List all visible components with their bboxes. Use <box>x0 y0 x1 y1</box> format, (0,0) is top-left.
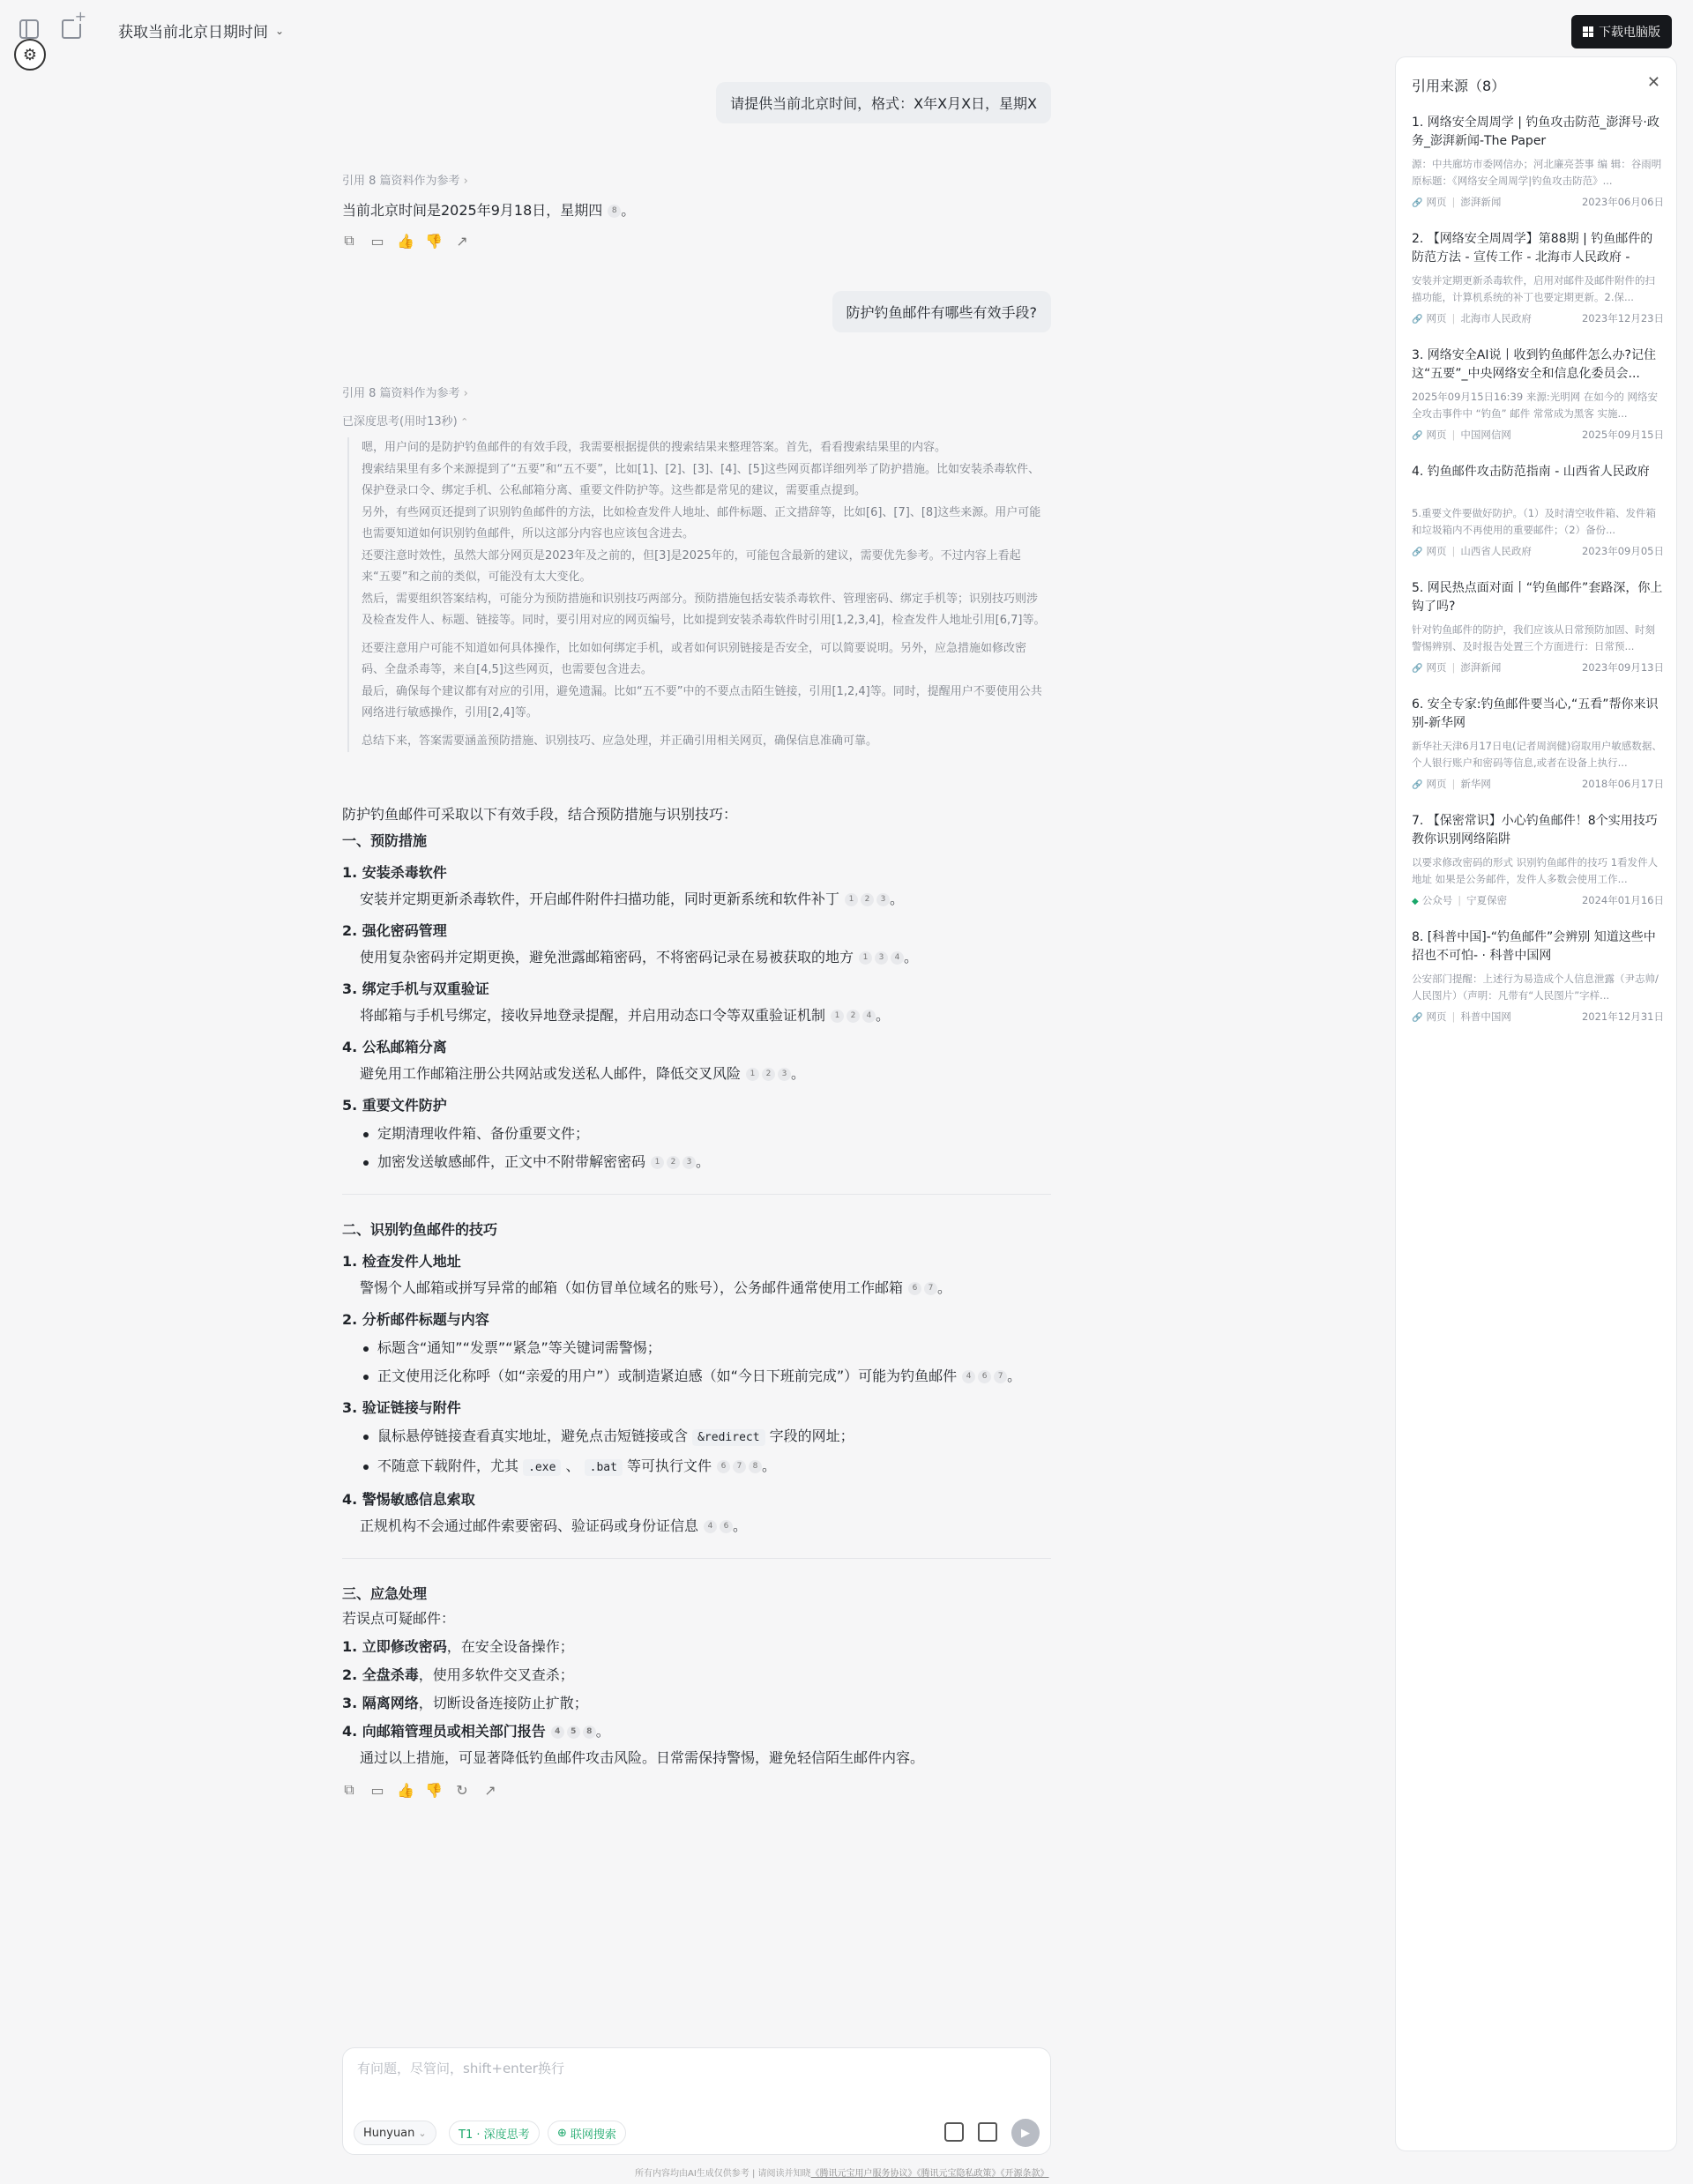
deep-think-toggle[interactable]: T1 · 深度思考 <box>449 2121 540 2145</box>
deep-thought-toggle[interactable]: 已深度思考(用时13秒) ⌃ <box>342 412 468 429</box>
list-item: 定期清理收件箱、备份重要文件； <box>360 1122 1051 1146</box>
citation-group[interactable]: 4 6 <box>704 1520 733 1533</box>
divider <box>342 1558 1051 1559</box>
citation-group[interactable]: 1 2 3 <box>845 893 890 906</box>
answer-actions <box>342 234 469 248</box>
source-card[interactable]: 2. 【网络安全周周学】第88期 | 钓鱼邮件的防范方法 - 宣传工作 - 北海市人民政府 - 安装并定期更新杀毒软件，启用对邮件及邮件附件的扫描功能，计算机系统的补丁也要定期更新。2.保... 🔗 网页 | 北海市人民政府 2023年12月23日 <box>1412 230 1664 325</box>
citation-group[interactable]: 1 2 4 <box>831 1010 876 1023</box>
source-card[interactable]: 6. 安全专家:钓鱼邮件要当心,“五看”帮你来识别-新华网 新华社天津6月17日电(记者周润健)窃取用户敏感数据、个人银行账户和密码等信息,或者在设备上执行... 🔗 网页 | 新华网 2018年06月17日 <box>1412 696 1664 791</box>
section-heading: 二、识别钓鱼邮件的技巧 <box>342 1221 498 1238</box>
sources-panel <box>1395 56 1677 2151</box>
share-icon[interactable]: ↗ <box>484 1781 496 1799</box>
sources-title: 引用来源（8） <box>1412 78 1506 94</box>
citation-badge[interactable]: 8 <box>608 205 621 218</box>
copy-icon[interactable]: ⧉ <box>344 232 354 249</box>
settings-gear-icon[interactable]: ⚙ <box>14 39 46 71</box>
thumbs-up-icon[interactable]: 👍 <box>397 1781 414 1799</box>
disclaimer: 所有内容均由AI生成仅供参考 | 请阅读并知晓《腾讯元宝用户服务协议》《腾讯元宝隐私政策》《开源条款》 <box>635 2169 1049 2179</box>
bullet-list <box>342 1336 1051 1389</box>
close-icon[interactable]: ✕ <box>1646 73 1660 92</box>
citation-group[interactable]: 6 7 <box>908 1282 937 1295</box>
thumbs-down-icon[interactable]: 👎 <box>425 1781 443 1799</box>
bookmark-icon[interactable]: ▭ <box>370 1781 384 1799</box>
source-card[interactable]: 8. [科普中国]-“钓鱼邮件”会辨别 知道这些中招也不可怕- · 科普中国网 公安部门提醒：上述行为易造成个人信息泄露（尹志帅/人民图片）（声明：凡带有“人民图片”字样... 🔗 网页 | 科普中国网 2021年12月31日 <box>1412 928 1664 1024</box>
list-item: 鼠标悬停链接查看真实地址，避免点击短链接或含 &redirect 字段的网址； <box>360 1424 1051 1450</box>
model-selector[interactable]: Hunyuan ⌄ <box>354 2121 436 2145</box>
privacy-link[interactable]: 《腾讯元宝隐私政策》 <box>916 2169 1001 2179</box>
user-message: 防护钓鱼邮件有哪些有效手段? <box>832 291 1052 332</box>
divider <box>342 1194 1051 1195</box>
citation-group[interactable]: 4 6 7 <box>962 1370 1007 1383</box>
sidebar-toggle-icon[interactable] <box>19 19 39 39</box>
citation-group[interactable]: 1 2 3 <box>746 1068 791 1081</box>
citation-group[interactable]: 6 7 8 <box>717 1460 762 1473</box>
new-chat-icon[interactable] <box>62 19 81 39</box>
share-icon[interactable]: ↗ <box>456 232 468 250</box>
source-card[interactable]: 7. 【保密常识】小心钓鱼邮件！8个实用技巧教你识别网络陷阱 以要求修改密码的形式 识别钓鱼邮件的技巧 1看发件人地址 如果是公务邮件，发件人多数会使用工作... ◆ 公众号 | 宁夏保密 2024年01月16日 <box>1412 812 1664 907</box>
bookmark-icon[interactable]: ▭ <box>370 232 384 250</box>
send-button[interactable]: ▶ <box>1011 2119 1040 2147</box>
image-upload-icon[interactable] <box>944 2122 964 2142</box>
references-link[interactable]: 引用 8 篇资料作为参考 › <box>342 171 468 188</box>
list-item: 不随意下载附件，尤其 .exe 、 .bat 等可执行文件 6 7 8 。 <box>360 1454 1051 1480</box>
bullet-list <box>342 1122 1051 1174</box>
conversation-title[interactable]: 获取当前北京日期时间 ⌄ <box>118 24 285 41</box>
citation-group[interactable]: 1 2 3 <box>651 1156 696 1169</box>
web-search-toggle[interactable]: ⊕ 联网搜索 <box>548 2121 626 2145</box>
assistant-answer: 当前北京时间是2025年9月18日，星期四 8 。 <box>342 202 636 219</box>
references-link[interactable]: 引用 8 篇资料作为参考 › <box>342 384 468 400</box>
download-desktop-button[interactable]: 下载电脑版 <box>1571 15 1672 48</box>
list-item: 标题含“通知”“发票”“紧急”等关键词需警惕； <box>360 1336 1051 1360</box>
regenerate-icon[interactable]: ↻ <box>456 1781 468 1799</box>
source-card[interactable]: 4. 钓鱼邮件攻击防范指南 - 山西省人民政府 5.重要文件要做好防护。（1）及时清空收件箱、发件箱和垃圾箱内不再使用的重要邮件；（2）备份... 🔗 网页 | 山西省人民政府 2023年09月05日 <box>1412 463 1664 558</box>
thinking-process: 嗯，用户问的是防护钓鱼邮件的有效手段，我需要根据提供的搜索结果来整理答案。首先，看看搜索结果里的内容。 搜索结果里有多个来源提到了“五要”和“五不要”，比如[1]、[2]、[3]、[4]、[5]这些网页都详细列举了防护措施。比如安装杀毒软件、保护登录口令、绑定手机、公私邮箱分离、重要文件防护等。这些都是常见的建议，需要重点提到。 另外，有些网页还提到了识别钓鱼邮件的方法，比如检查发件人地址、邮件标题、正文措辞等，比如[6]、[7]、[8]这些来源。用户可能也需要知道如何识别钓鱼邮件，所以这部分内容也应该包含进去。 还要注意时效性，虽然大部分网页是2023年及之前的，但[3]是2025年的，可能包含最新的建议，需要优先参考。不过内容上看起来“五要”和之前的类似，可能没有太大变化。 然后，需要组织答案结构，可能分为预防措施和识别技巧两部分。预防措施包括安装杀毒软件、管理密码、绑定手机等；识别技巧则涉及检查发件人、标题、链接等。同时，要引用对应的网页编号，比如提到安装杀毒软件时引用[1,2,3,4]，检查发件人地址引用[6,7]等。 还要注意用户可能不知道如何具体操作，比如如何绑定手机，或者如何识别链接是否安全，可以简要说明。另外，应急措施如修改密码、全盘杀毒等，来自[4,5]这些网页，也需要包含进去。 最后，确保每个建议都有对应的引用，避免遗漏。比如“五不要”中的不要点击陌生链接，引用[1,2,4]等。同时，提醒用户不要使用公共网络进行敏感操作，引用[2,4]等。 总结下来，答案需要涵盖预防措施、识别技巧、应急处理，并正确引用相关网页，确保信息准确可靠。 <box>347 437 1046 752</box>
globe-icon: ⊕ <box>557 2126 567 2140</box>
source-card[interactable]: 1. 网络安全周周学 | 钓鱼攻击防范_澎湃号·政务_澎湃新闻-The Paper 源：中共廊坊市委网信办；河北廉亮荟事 编 辑：谷雨明 原标题：《网络安全周周学|钓鱼攻击防范》... 🔗 网页 | 澎湃新闻 2023年06月06日 <box>1412 114 1664 209</box>
answer-actions <box>342 1783 1051 1797</box>
section-heading: 三、应急处理 <box>342 1585 428 1602</box>
source-card[interactable]: 5. 网民热点面对面丨“钓鱼邮件”套路深，你上钩了吗? 针对钓鱼邮件的防护，我们应该从日常预防加固、时刻警惕辨别、及时报告处置三个方面进行：日常预... 🔗 网页 | 澎湃新闻 2023年09月13日 <box>1412 579 1664 675</box>
citation-group[interactable]: 4 5 8 <box>551 1726 596 1739</box>
bullet-list <box>342 1424 1051 1480</box>
section-heading: 一、预防措施 <box>342 832 428 849</box>
terms-link[interactable]: 《腾讯元宝用户服务协议》 <box>810 2169 917 2179</box>
assistant-answer: 防护钓鱼邮件可采取以下有效手段，结合预防措施与识别技巧： 一、预防措施 1. 安装杀毒软件 安装并定期更新杀毒软件，开启邮件附件扫描功能，同时更新系统和软件补丁 1 2 3 。 2. 强化密码管理 使用复杂密码并定期更换，避免泄露邮箱密码，不将密码记录在易被获取的地方 1 3 4 。 3. 绑定手机与双重验证 将邮箱与手机号绑定，接收异地登录提醒，并启用动态口令等双重验证机制 1 2 4 。 4. 公私邮箱分离 避免用工作邮箱注册公共网站或发送私人邮件，降低交叉风险 1 2 3 。 5. 重要文件防护 定期清理收件箱、备份重要文件； 加密发送敏感邮件，正文中不附带解密密码 1 2 3 。 二、识别钓鱼邮件的技巧 1. 检查发件人地址 警惕个人邮箱或拼写异常的邮箱（如仿冒单位域名的账号），公务邮件通常使用工作邮箱 6 7 。 2. 分析邮件标题与内容 标题含“通知”“发票”“紧急”等关键词需警惕； 正文使用泛化称呼（如“亲爱的用户”）或制造紧迫感（如“今日下班前完成”）可能为钓鱼邮件 4 6 7 。 3. 验证链接与附件 鼠标悬停链接查看真实地址，避免点击短链接或含 &redirect 字段的网址； 不随意下载附件，尤其 .exe 、 .bat 等可执行文件 6 7 8 。 4. 警惕敏感信息索取 正规机构不会通过邮件索要密码、验证码或身份证信息 4 6 。 三、应急处理 若误点可疑邮件： 1. 立即修改密码，在安全设备操作； 2. 全盘杀毒，使用多软件交叉查杀； 3. 隔离网络，切断设备连接防止扩散； 4. 向邮箱管理员或相关部门报告 4 5 8 。 通过以上措施，可显著降低钓鱼邮件攻击风险。日常需保持警惕，避免轻信陌生邮件内容。 ⧉ ▭ 👍 👎 ↻ ↗ <box>342 802 1051 1797</box>
open-source-link[interactable]: 《开源条款》 <box>1000 2169 1049 2179</box>
message-composer[interactable] <box>342 2047 1051 2155</box>
windows-icon <box>1583 26 1593 37</box>
thumbs-down-icon[interactable]: 👎 <box>425 232 443 250</box>
chevron-down-icon: ⌄ <box>275 24 285 37</box>
citation-group[interactable] <box>608 205 621 218</box>
copy-icon[interactable]: ⧉ <box>344 1781 354 1798</box>
message-input[interactable]: 有问题，尽管问，shift+enter换行 <box>357 2061 564 2076</box>
list-item: 正文使用泛化称呼（如“亲爱的用户”）或制造紧迫感（如“今日下班前完成”）可能为钓鱼邮件 4 6 7 。 <box>360 1364 1051 1389</box>
list-item: 加密发送敏感邮件，正文中不附带解密密码 1 2 3 。 <box>360 1150 1051 1174</box>
thumbs-up-icon[interactable]: 👍 <box>397 232 414 250</box>
source-card[interactable]: 3. 网络安全AI说丨收到钓鱼邮件怎么办?记住这“五要”_中央网络安全和信息化委员会... 2025年09月15日16:39 来源:光明网 在如今的 网络安全攻击事件中 “钓鱼” 邮件 常常成为黑客 实施... 🔗 网页 | 中国网信网 2025年09月15日 <box>1412 347 1664 442</box>
file-upload-icon[interactable] <box>978 2122 997 2142</box>
user-message: 请提供当前北京时间，格式：X年X月X日，星期X <box>716 82 1051 123</box>
chevron-down-icon: ⌄ <box>418 2127 427 2139</box>
citation-group[interactable]: 1 3 4 <box>859 951 904 965</box>
